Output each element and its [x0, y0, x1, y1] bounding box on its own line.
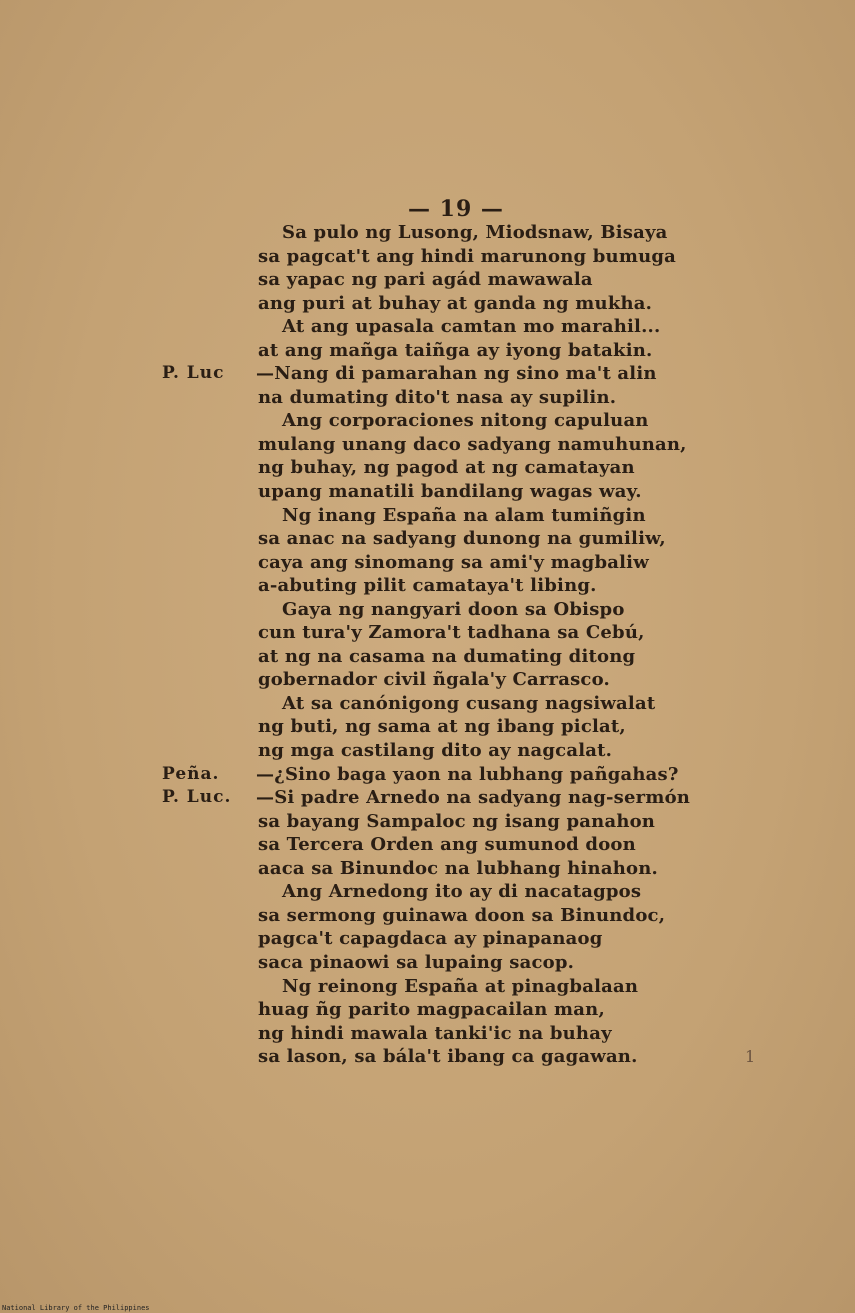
verse-text: ng buhay, ng pagod at ng camatayan: [258, 457, 635, 479]
footer-credit: National Library of the Philippines: [2, 1304, 150, 1312]
verse-text: aaca sa Binundoc na lubhang hinahon.: [258, 857, 658, 879]
verse-line: [0, 409, 855, 433]
verse-line: [0, 668, 855, 692]
verse-text: Sa pulo ng Lusong, Miodsnaw, Bisaya: [282, 222, 668, 243]
verse-line: [0, 715, 855, 739]
verse-text: —Si padre Arnedo na sadyang nag-sermón: [256, 787, 691, 809]
verse-line: [0, 880, 855, 904]
verse-line: [0, 739, 855, 763]
verse-line: [0, 504, 855, 528]
verse-text: ng mga castilang dito ay nagcalat.: [258, 740, 613, 762]
speaker-label: Peña.: [162, 763, 220, 784]
verse-text: a-abuting pilit camataya't libing.: [258, 575, 597, 597]
verse-line: [0, 857, 855, 881]
verse-line: [0, 362, 855, 386]
verse-line: [0, 833, 855, 857]
verse-line: [0, 998, 855, 1022]
verse-text: Ang Arnedong ito ay di nacatagpos: [282, 881, 642, 903]
verse-line: [0, 927, 855, 951]
verse-text: mulang unang daco sadyang namuhunan,: [258, 433, 687, 455]
verse-line: [0, 645, 855, 669]
verse-text: cun tura'y Zamora't tadhana sa Cebú,: [258, 622, 645, 644]
verse-text: sa Tercera Orden ang sumunod doon: [258, 834, 636, 856]
verse-line: [0, 810, 855, 834]
verse-text: Ang corporaciones nitong capuluan: [282, 410, 649, 432]
verse-line: [0, 245, 855, 269]
verse-text: —Nang di pamarahan ng sino ma't alin: [256, 363, 657, 385]
speaker-label: P. Luc.: [162, 787, 232, 808]
verse-text: sa sermong guinawa doon sa Binundoc,: [258, 904, 666, 926]
verse-line: [0, 268, 855, 292]
verse-line: [0, 598, 855, 622]
verse-line: [0, 551, 855, 575]
verse-line: [0, 1022, 855, 1046]
verse-line: [0, 1045, 855, 1069]
verse-text: sa bayang Sampaloc ng isang panahon: [258, 810, 656, 832]
verse-text: na dumating dito't nasa ay supilin.: [258, 386, 617, 408]
verse-text: sa pagcat't ang hindi marunong bumuga: [258, 245, 676, 267]
verse-line: [0, 621, 855, 645]
verse-text: Gaya ng nangyari doon sa Obispo: [282, 598, 625, 620]
poem-body: [0, 221, 855, 1069]
verse-text: gobernador civil ñgala'y Carrasco.: [258, 669, 610, 691]
page-number: — 19 —: [408, 196, 504, 222]
verse-text: upang manatili bandilang wagas way.: [258, 481, 642, 503]
verse-line: [0, 786, 855, 810]
verse-text: pagca't capagdaca ay pinapanaog: [258, 928, 603, 950]
verse-line: [0, 951, 855, 975]
verse-line: [0, 456, 855, 480]
verse-text: at ng na casama na dumating ditong: [258, 645, 636, 667]
verse-text: sa lason, sa bála't ibang ca gagawan.: [258, 1046, 638, 1068]
verse-text: saca pinaowi sa lupaing sacop.: [258, 951, 575, 973]
verse-line: [0, 221, 855, 245]
verse-text: Ng inang España na alam tumiñgin: [282, 504, 646, 526]
verse-line: [0, 433, 855, 457]
verse-text: ng buti, ng sama at ng ibang piclat,: [258, 716, 626, 738]
verse-text: At sa canónigong cusang nagsiwalat: [282, 692, 656, 714]
verse-text: caya ang sinomang sa ami'y magbaliw: [258, 551, 649, 573]
verse-line: [0, 480, 855, 504]
verse-text: —¿Sino baga yaon na lubhang pañgahas?: [256, 763, 679, 785]
verse-line: [0, 315, 855, 339]
verse-line: [0, 692, 855, 716]
verse-line: [0, 386, 855, 410]
verse-text: sa anac na sadyang dunong na gumiliw,: [258, 528, 666, 550]
verse-line: [0, 763, 855, 787]
verse-line: [0, 292, 855, 316]
verse-line: [0, 904, 855, 928]
verse-text: huag ñg parito magpacailan man,: [258, 999, 605, 1021]
margin-mark: 1: [745, 1047, 756, 1066]
verse-text: ang puri at buhay at ganda ng mukha.: [258, 292, 653, 314]
verse-text: Ng reinong España at pinagbalaan: [282, 975, 639, 997]
verse-line: [0, 339, 855, 363]
verse-text: ng hindi mawala tanki'ic na buhay: [258, 1022, 612, 1044]
verse-line: [0, 975, 855, 999]
verse-text: at ang mañga taiñga ay iyong batakin.: [258, 339, 653, 361]
verse-line: [0, 574, 855, 598]
speaker-label: P. Luc: [162, 363, 225, 384]
verse-line: [0, 527, 855, 551]
verse-text: At ang upasala camtan mo marahil...: [282, 316, 661, 338]
verse-text: sa yapac ng pari agád mawawala: [258, 269, 593, 291]
